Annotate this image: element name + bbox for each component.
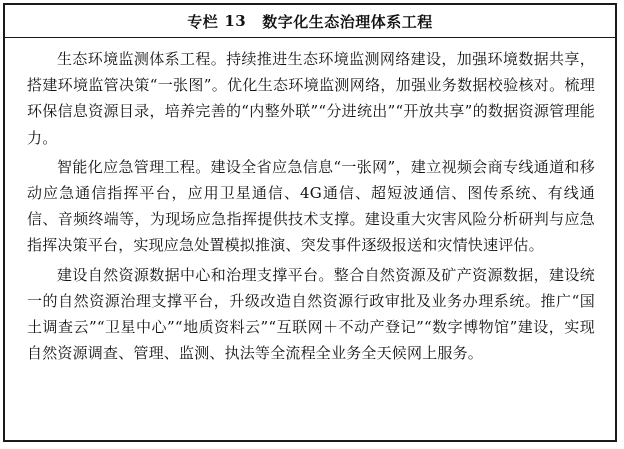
column-box xyxy=(3,3,617,442)
column-header xyxy=(5,5,615,38)
paragraph-ecological-monitoring: 生态环境监测体系工程。持续推进生态环境监测网络建设，加强环境数据共享，搭建环境监管决策“一张图”。优化生态环境监测网络，加强业务数据校验核对。梳理环保信息资源目录，培养完善的“内整外联”“分进统出”“开放共享”的数据资源管理能力。 xyxy=(27,50,595,147)
paragraph-emergency-management: 智能化应急管理工程。建设全省应急信息“一张网”，建立视频会商专线通道和移动应急通信指挥平台，应用卫星通信、4G通信、超短波通信、图传系统、有线通信、音频终端等，为现场应急指挥提供技术支撑。建设重大灾害风险分析研判与应急指挥决策平台，实现应急处置模拟推演、突发事件逐级报送和灾情快速评估。 xyxy=(27,157,595,255)
paragraph-natural-resources: 建设自然资源数据中心和治理支撑平台。整合自然资源及矿产资源数据，建设统一的自然资源治理支撑平台，升级改造自然资源行政审批及业务办理系统。推广“国土调查云”“卫星中心”“地质资料云”“互联网＋不动产登记”“数字博物馆”建设，实现自然资源调查、管理、监测、执法等全流程全业务全天候网上服务。 xyxy=(27,265,595,363)
column-body xyxy=(5,38,615,366)
column-title: 数字化生态治理体系工程 xyxy=(262,12,433,31)
column-number: 13 xyxy=(224,12,247,30)
column-label: 专栏 xyxy=(187,12,219,31)
